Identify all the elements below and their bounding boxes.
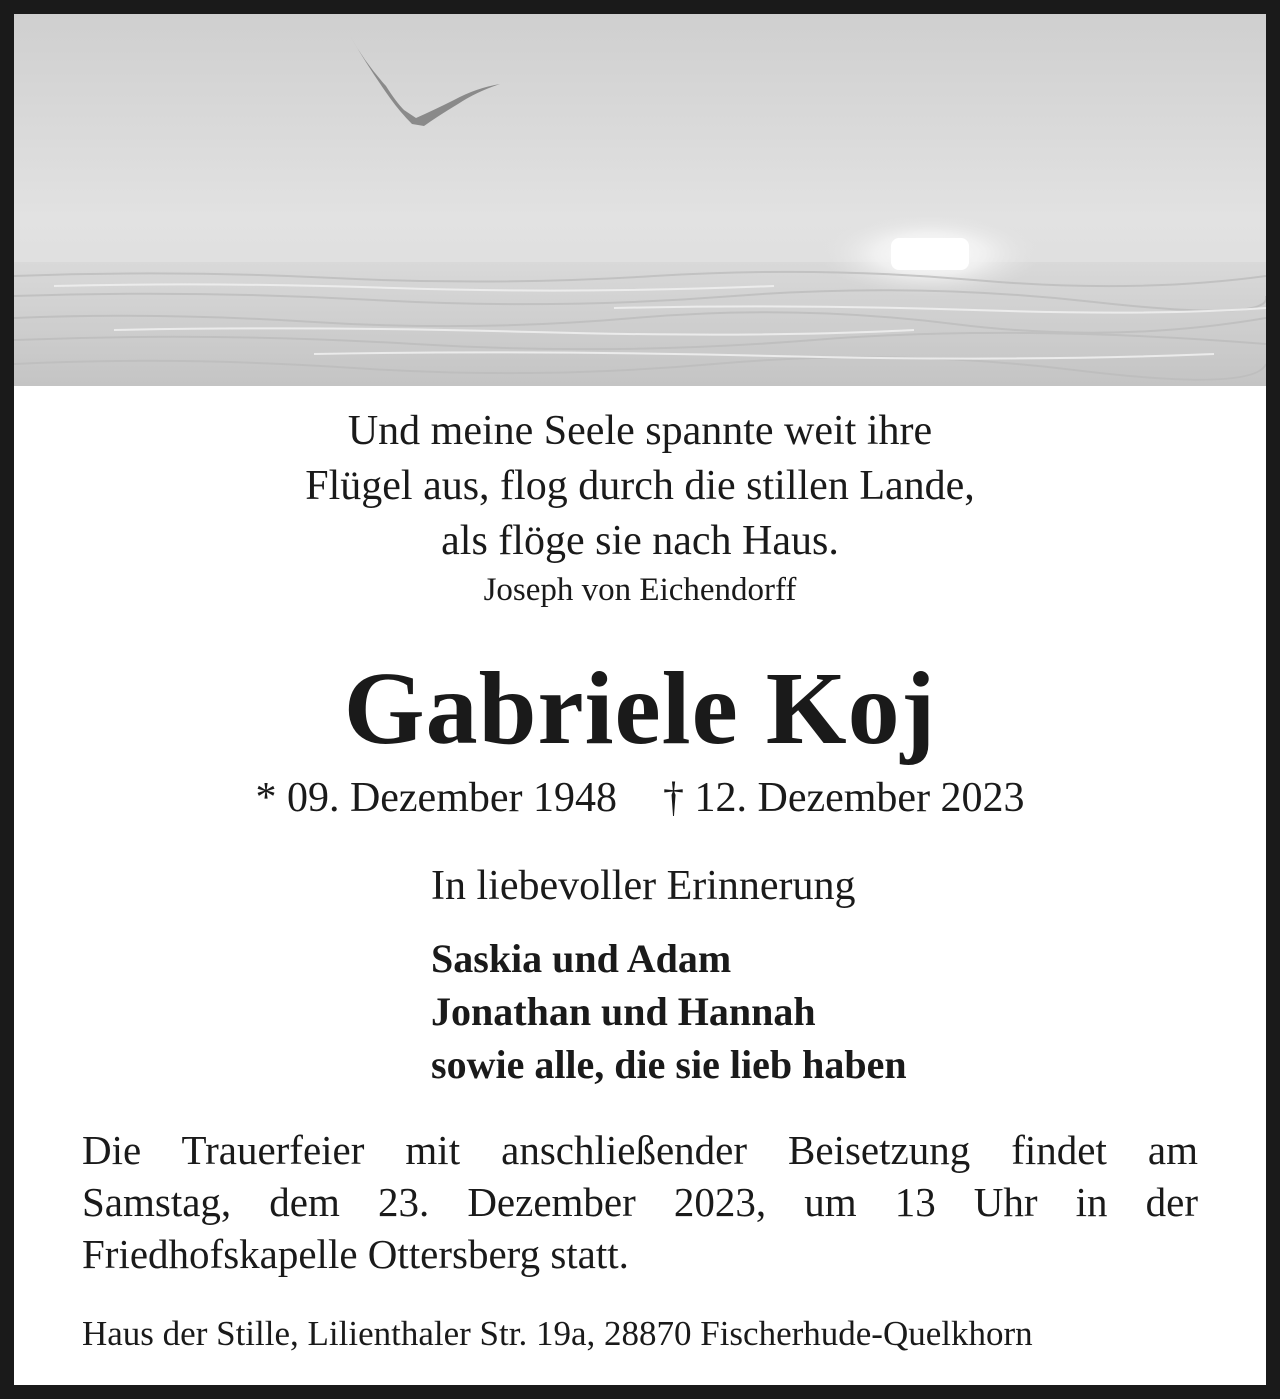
funeral-home-address: Haus der Stille, Lilienthaler Str. 19a, 28870 Fischerhude-Quelkhorn xyxy=(82,1314,1033,1353)
mourner: Saskia und Adam xyxy=(431,936,732,981)
mourner: Jonathan und Hannah xyxy=(431,989,816,1034)
birth-date: * 09. Dezember 1948 xyxy=(255,775,617,821)
life-dates xyxy=(14,774,1266,822)
mourner: sowie alle, die sie lieb haben xyxy=(431,1042,907,1087)
memory-text: In liebevoller Erinnerung xyxy=(431,863,856,909)
ceremony-line: Samstag, dem 23. Dezember 2023, um 13 Uhr in der xyxy=(82,1179,1198,1225)
sea-sunset-photo xyxy=(14,14,1266,386)
ceremony-line: Die Trauerfeier mit anschließender Beisetzung findet am xyxy=(82,1127,1198,1173)
deceased-name: Gabriele Koj xyxy=(343,651,937,766)
mourners-list xyxy=(431,932,907,1091)
ceremony-info xyxy=(82,1124,1198,1280)
ceremony-line: Friedhofskapelle Ottersberg statt. xyxy=(82,1231,629,1277)
poem-line: als flöge sie nach Haus. xyxy=(441,518,839,564)
poem-line: Und meine Seele spannte weit ihre xyxy=(347,408,933,454)
poem xyxy=(14,404,1266,569)
death-date: † 12. Dezember 2023 xyxy=(663,775,1025,821)
poem-line: Flügel aus, flog durch die stillen Lande, xyxy=(305,463,975,509)
poem-author: Joseph von Eichendorff xyxy=(483,572,797,608)
